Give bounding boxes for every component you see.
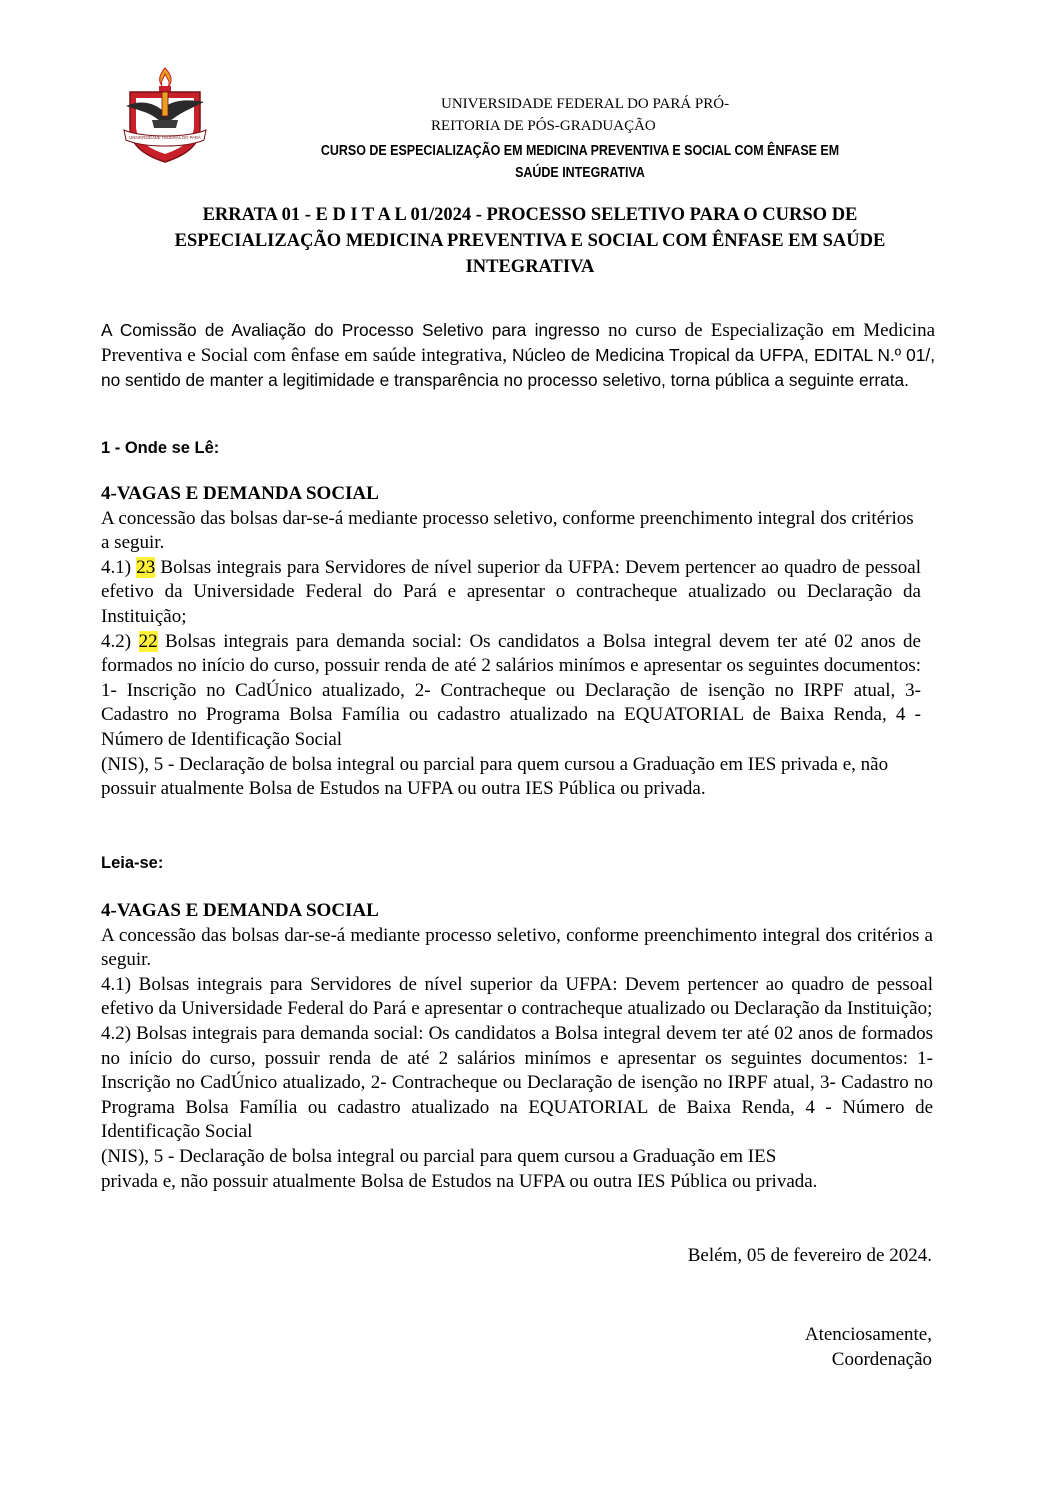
ufpa-seal-icon — [122, 66, 208, 166]
onde-paragraph-nis: (NIS), 5 - Declaração de bolsa integral ou parcial para quem cursou a Graduação em IES privada e, não possuir atualmente Bolsa de Estudos na UFPA ou outra IES Pública ou privada. — [101, 753, 889, 800]
highlight-23: 23 — [136, 556, 156, 578]
leia-se-label: Leia-se: — [101, 854, 164, 872]
document-date: Belém, 05 de fevereiro de 2024. — [687, 1245, 932, 1266]
signature-coordenacao: Coordenação — [831, 1349, 932, 1370]
onde-item-4-1 — [101, 556, 921, 630]
leia-paragraph-nis-line1: (NIS), 5 - Declaração de bolsa integral ou parcial para quem cursou a Graduação em IES — [101, 1145, 777, 1167]
header-university: UNIVERSIDADE FEDERAL DO PARÁ PRÓ- — [441, 96, 730, 112]
onde-item-4-1-prefix: 4.1) — [101, 556, 137, 578]
highlight-22: 22 — [138, 630, 158, 652]
leia-item-4-2: 4.2) Bolsas integrais para demanda social: Os candidatos a Bolsa integral devem ter até 02 anos de formados no início do curso, possuir renda de até 2 salários minímos e apresentar os seguintes documentos: 1- Inscrição no CadÚnico atualizado, 2- Contracheque ou Declaração de isenção no IRPF atual, 3- Cadastro no Programa Bolsa Família ou cadastro atualizado na EQUATORIAL de Baixa Renda, 4 - Número de Identificação Social — [101, 1022, 933, 1143]
onde-item-4-1-text: Bolsas integrais para Servidores de nível superior da UFPA: Devem pertencer ao quadro de pessoal efetivo da Universidade Federal do Pará e apresentar o contracheque atualizado ou Declaração da Instituição; — [101, 556, 922, 627]
onde-item-4-2-prefix: 4.2) — [101, 630, 139, 652]
leia-paragraph-nis-line2: privada e, não possuir atualmente Bolsa de Estudos na UFPA ou outra IES Pública ou privada. — [101, 1170, 818, 1192]
leia-paragraph-1: A concessão das bolsas dar-se-á mediante processo seletivo, conforme preenchimento integral dos critérios a seguir. — [101, 924, 933, 971]
intro-part2: no curso de Especialização em Medicina Preventiva e Social com ênfase em saúde integrativa, — [101, 320, 935, 366]
header-course-line2: SAÚDE INTEGRATIVA — [515, 165, 645, 181]
onde-item-4-2-text: Bolsas integrais para demanda social: Os candidatos a Bolsa integral devem ter até 02 anos de formados no início do curso, possuir renda de até 2 salários minímos e apresentar os seguintes documentos: 1- Inscrição no CadÚnico atualizado, 2- Contracheque ou Declaração de isenção no IRPF atual, 3- Cadastro no Programa Bolsa Família ou cadastro atualizado na EQUATORIAL de Baixa Renda, 4 - Número de Identificação Social — [101, 630, 921, 750]
onde-heading: 4-VAGAS E DEMANDA SOCIAL — [101, 483, 379, 504]
intro-paragraph — [101, 318, 935, 392]
header-pro-reitoria: REITORIA DE PÓS-GRADUAÇÃO — [431, 118, 656, 134]
closing-text: Atenciosamente, — [804, 1324, 932, 1345]
intro-part3: Núcleo de Medicina Tropical da UFPA, EDITAL N.º 01/, no sentido de manter a legitimidade e transparência no processo seletivo, torna pública a seguinte errata. — [101, 345, 936, 390]
leia-heading: 4-VAGAS E DEMANDA SOCIAL — [101, 900, 379, 921]
ribbon-text: UNIVERSIDADE FEDERAL DO PARÁ — [129, 135, 201, 140]
leia-item-4-1: 4.1) Bolsas integrais para Servidores de nível superior da UFPA: Devem pertencer ao quadro de pessoal efetivo da Universidade Federal do Pará e apresentar o contracheque atualizado ou Declaração da Instituição; — [101, 973, 933, 1020]
onde-se-le-block — [101, 482, 921, 802]
onde-item-4-2 — [101, 630, 921, 753]
onde-paragraph-1: A concessão das bolsas dar-se-á mediante processo seletivo, conforme preenchimento integral dos critérios a seguir. — [101, 507, 914, 554]
leia-se-block — [101, 899, 933, 1194]
document-title: ERRATA 01 - E D I T A L 01/2024 - PROCESSO SELETIVO PARA O CURSO DE ESPECIALIZAÇÃO MEDICINA PREVENTIVA E SOCIAL COM ÊNFASE EM SAÚDE INTEGRATIVA — [174, 205, 886, 277]
intro-part1: A Comissão de Avaliação do Processo Seletivo para ingresso — [101, 320, 600, 340]
header-course-line1: CURSO DE ESPECIALIZAÇÃO EM MEDICINA PREVENTIVA E SOCIAL COM ÊNFASE EM — [320, 143, 840, 159]
onde-se-le-label: 1 - Onde se Lê: — [101, 439, 220, 457]
